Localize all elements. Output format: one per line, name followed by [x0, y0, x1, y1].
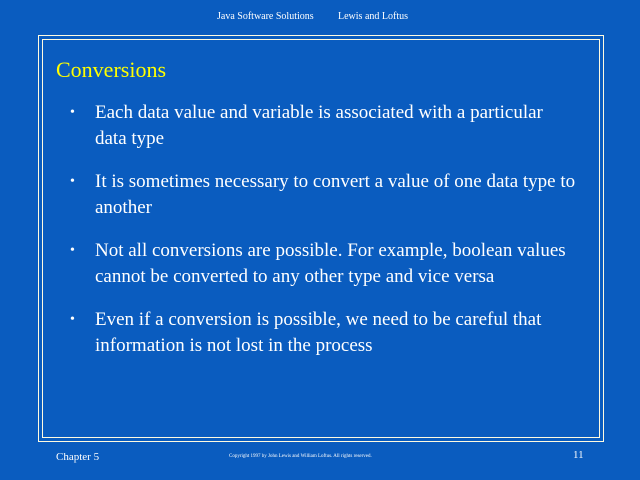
bullet-text: Not all conversions are possible. For example, boolean values cannot be converted to any other type and vice versa — [95, 240, 566, 287]
footer-copyright: Copyright 1997 by John Lewis and William Loftus. All rights reserved. — [229, 454, 372, 459]
footer-chapter: Chapter 5 — [56, 451, 100, 463]
footer-page-number: 11 — [573, 449, 584, 461]
bullet-item — [68, 238, 578, 290]
bullet-text: Each data value and variable is associated with a particular data type — [95, 102, 543, 149]
bullet-icon: • — [70, 105, 75, 120]
bullet-item — [68, 169, 578, 221]
bullet-item — [68, 307, 578, 359]
bullet-text: It is sometimes necessary to convert a value of one data type to another — [95, 171, 576, 218]
bullet-icon: • — [70, 174, 75, 189]
slide-title: Conversions — [56, 57, 166, 82]
bullet-list — [68, 100, 578, 376]
bullet-item — [68, 100, 578, 152]
bullet-text: Even if a conversion is possible, we need to be careful that information is not lost in the process — [95, 309, 542, 356]
header-authors: Lewis and Loftus — [338, 11, 408, 22]
header-book-title: Java Software Solutions — [217, 11, 314, 22]
bullet-icon: • — [70, 312, 75, 327]
bullet-icon: • — [70, 243, 75, 258]
